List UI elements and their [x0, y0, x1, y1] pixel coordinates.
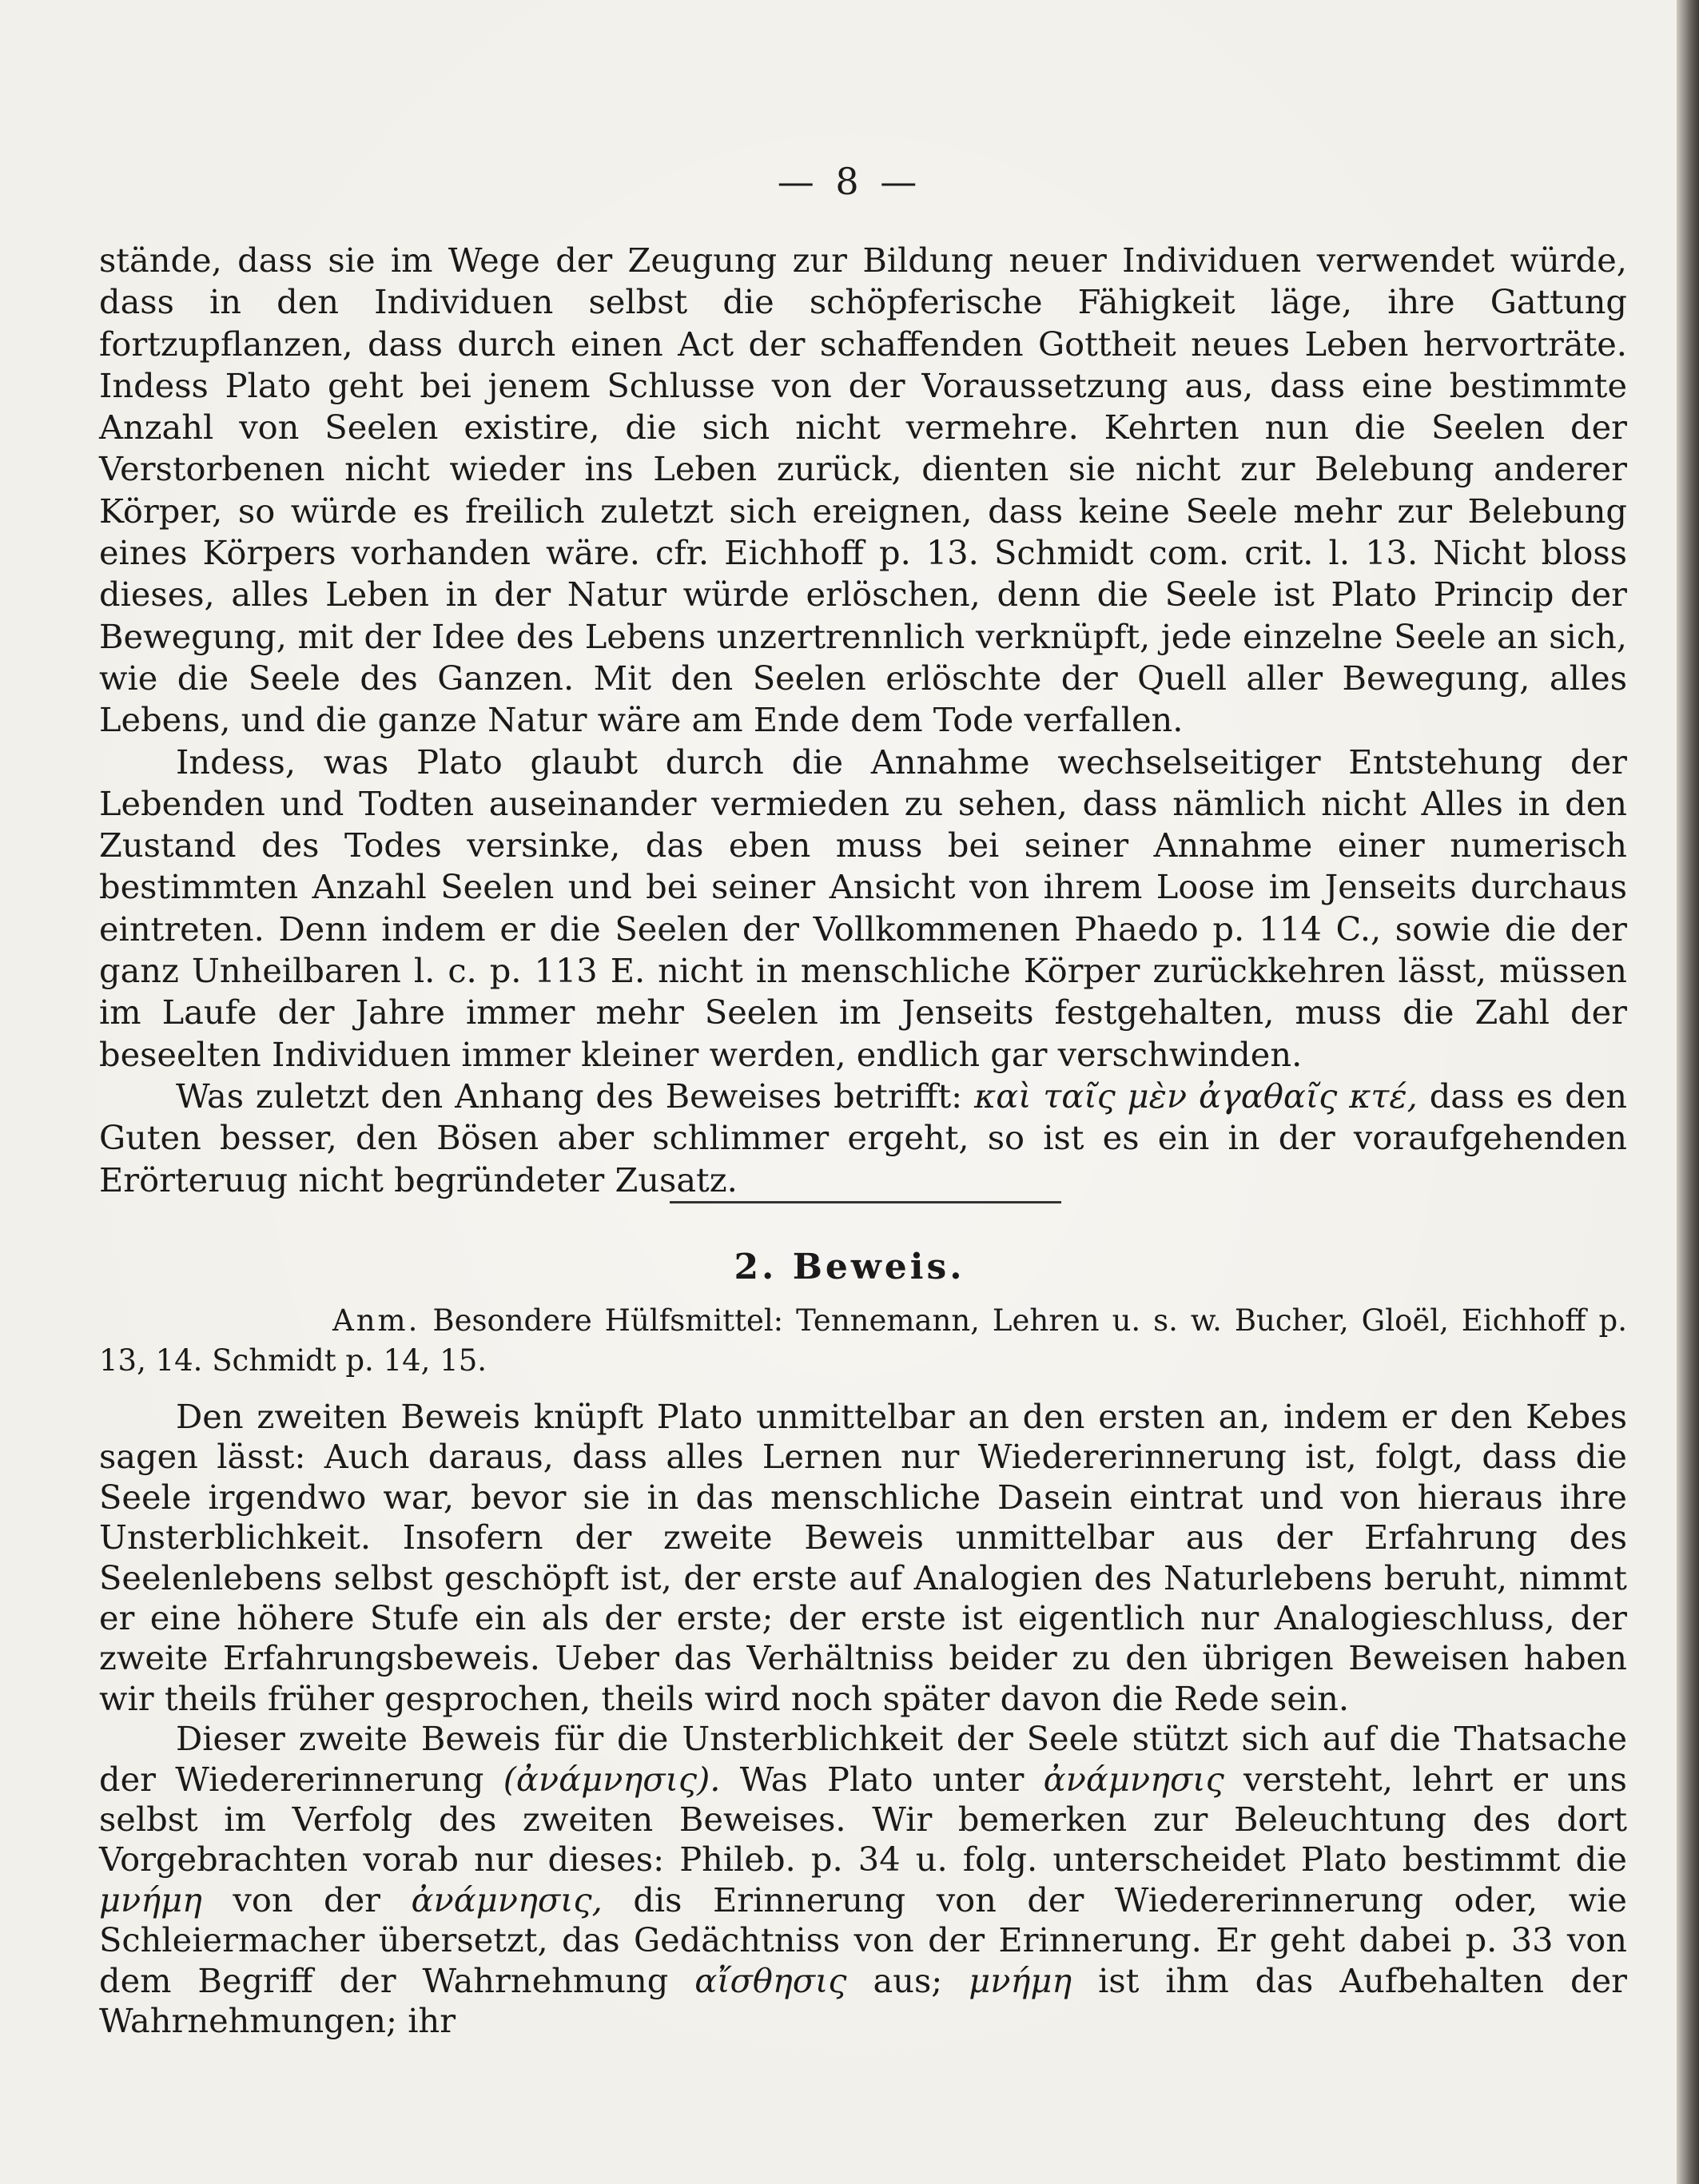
text-run: Was zuletzt den Anhang des Beweises betrifft:: [176, 1076, 963, 1116]
paragraph-wiedererinnerung: [99, 1719, 1627, 2041]
section-1-text: [99, 240, 1627, 1201]
section-divider: [670, 1201, 1061, 1203]
paragraph-indess: Indess, was Plato glaubt durch die Annahme wechselseitiger Entstehung der Lebenden und Todten auseinander vermieden zu sehen, dass nämlich nicht Alles in den Zustand des Todes versinke, das eben muss bei seiner Annahme einer numerisch bestimmten Anzahl Seelen und bei seiner Ansicht von ihrem Loose im Jenseits durchaus eintreten. Denn indem er die Seelen der Vollkommenen Phaedo p. 114 C., sowie die der ganz Unheilbaren l. c. p. 113 E. nicht in menschliche Körper zurückkehren lässt, müssen im Laufe der Jahre immer mehr Seelen im Jenseits festgehalten, muss die Zahl der beseelten Individuen immer kleiner werden, endlich gar verschwinden.: [99, 742, 1627, 1074]
note-paragraph: [99, 1301, 1627, 1381]
greek-term: ἀνάμνησις,: [411, 1880, 603, 1919]
text-run: versteht, lehrt er uns selbst im Verfolg des zweiten Beweises. Wir bemerken zur Beleuchtung des dort Vorgebrachten vorab nur dieses: Phileb. p. 34 u. folg. unterscheidet Plato bestimmt die: [99, 1759, 1627, 1880]
text-run: Dieser zweite Beweis für die Unsterblichkeit der Seele stützt sich auf die Thatsache der Wiedererinnerung: [99, 1719, 1627, 1799]
paragraph-anhang: [99, 1076, 1627, 1201]
text-run: dis Erinnerung von der Wiedererinnerung oder, wie Schleiermacher übersetzt, das Gedächtniss von der Erinnerung. Er geht dabei p. 33 von dem Begriff der Wahrnehmung: [99, 1880, 1627, 2000]
greek-term: (ἀνάμνησις).: [503, 1759, 721, 1799]
paragraph-continued: stände, dass sie im Wege der Zeugung zur Bildung neuer Individuen verwendet würde, dass in den Individuen selbst die schöpferische Fähigkeit läge, ihre Gattung fortzupflanzen, dass durch einen Act der schaffenden Gottheit neues Leben hervorträte. Indess Plato geht bei jenem Schlusse von der Voraussetzung aus, dass eine bestimmte Anzahl von Seelen existire, die sich nicht vermehre. Kehrten nun die Seelen der Verstorbenen nicht wieder ins Leben zurück, dienten sie nicht zur Belebung anderer Körper, so würde es freilich zuletzt sich ereignen, dass keine Seele mehr zur Belebung eines Körpers vorhanden wäre. cfr. Eichhoff p. 13. Schmidt com. crit. l. 13. Nicht bloss dieses, alles Leben in der Natur würde erlöschen, denn die Seele ist Plato Princip der Bewegung, mit der Idee des Lebens unzertrennlich verknüpft, jede einzelne Seele an sich, wie die Seele des Ganzen. Mit den Seelen erlöschte der Quell aller Bewegung, alles Lebens, und die ganze Natur wäre am Ende dem Tode verfallen.: [99, 241, 1627, 740]
text-run: dass es den Guten besser, den Bösen aber schlimmer ergeht, so ist es ein in der voraufgehenden Erörteruug nicht begründeter Zusatz.: [99, 1076, 1627, 1199]
page-number: — 8 —: [777, 160, 922, 203]
note-label: Anm.: [332, 1303, 420, 1338]
text-run: ist ihm das Aufbehalten der Wahrnehmungen; ihr: [99, 1960, 1627, 2041]
greek-term: ἀνάμνησις: [1043, 1759, 1224, 1799]
section-2-text: [99, 1397, 1627, 2042]
annotation-note: [99, 1301, 1627, 1381]
note-text: Besondere Hülfsmittel: Tennemann, Lehren u. s. w. Bucher, Gloël, Eichhoff p. 13, 14. Schmidt p. 14, 15.: [99, 1303, 1627, 1378]
greek-term: μνήμη: [969, 1960, 1072, 2000]
greek-term: μνήμη: [99, 1880, 202, 1919]
section-heading: 2. Beweis.: [734, 1247, 965, 1287]
text-run: aus;: [873, 1960, 943, 2000]
page-edge-shadow: [1677, 0, 1699, 2184]
paragraph-zweiter-beweis: Den zweiten Beweis knüpft Plato unmittelbar an den ersten an, indem er den Kebes sagen lässt: Auch daraus, dass alles Lernen nur Wiedererinnerung ist, folgt, dass die Seele irgendwo war, bevor sie in das menschliche Dasein eintrat und von hieraus ihre Unsterblichkeit. Insofern der zweite Beweis unmittelbar aus der Erfahrung des Seelenlebens selbst geschöpft ist, der erste auf Analogien des Naturlebens beruht, nimmt er eine höhere Stufe ein als der erste; der erste ist eigentlich nur Analogieschluss, der zweite Erfahrungsbeweis. Ueber das Verhältniss beider zu den übrigen Beweisen haben wir theils früher gesprochen, theils wird noch später davon die Rede sein.: [99, 1397, 1627, 1718]
text-run: von der: [233, 1880, 380, 1919]
greek-quote: καὶ ταῖς μὲν ἀγαθαῖς κτέ,: [973, 1076, 1418, 1116]
greek-term: αἴσθησις: [694, 1960, 847, 2000]
text-run: Was Plato unter: [739, 1759, 1025, 1799]
